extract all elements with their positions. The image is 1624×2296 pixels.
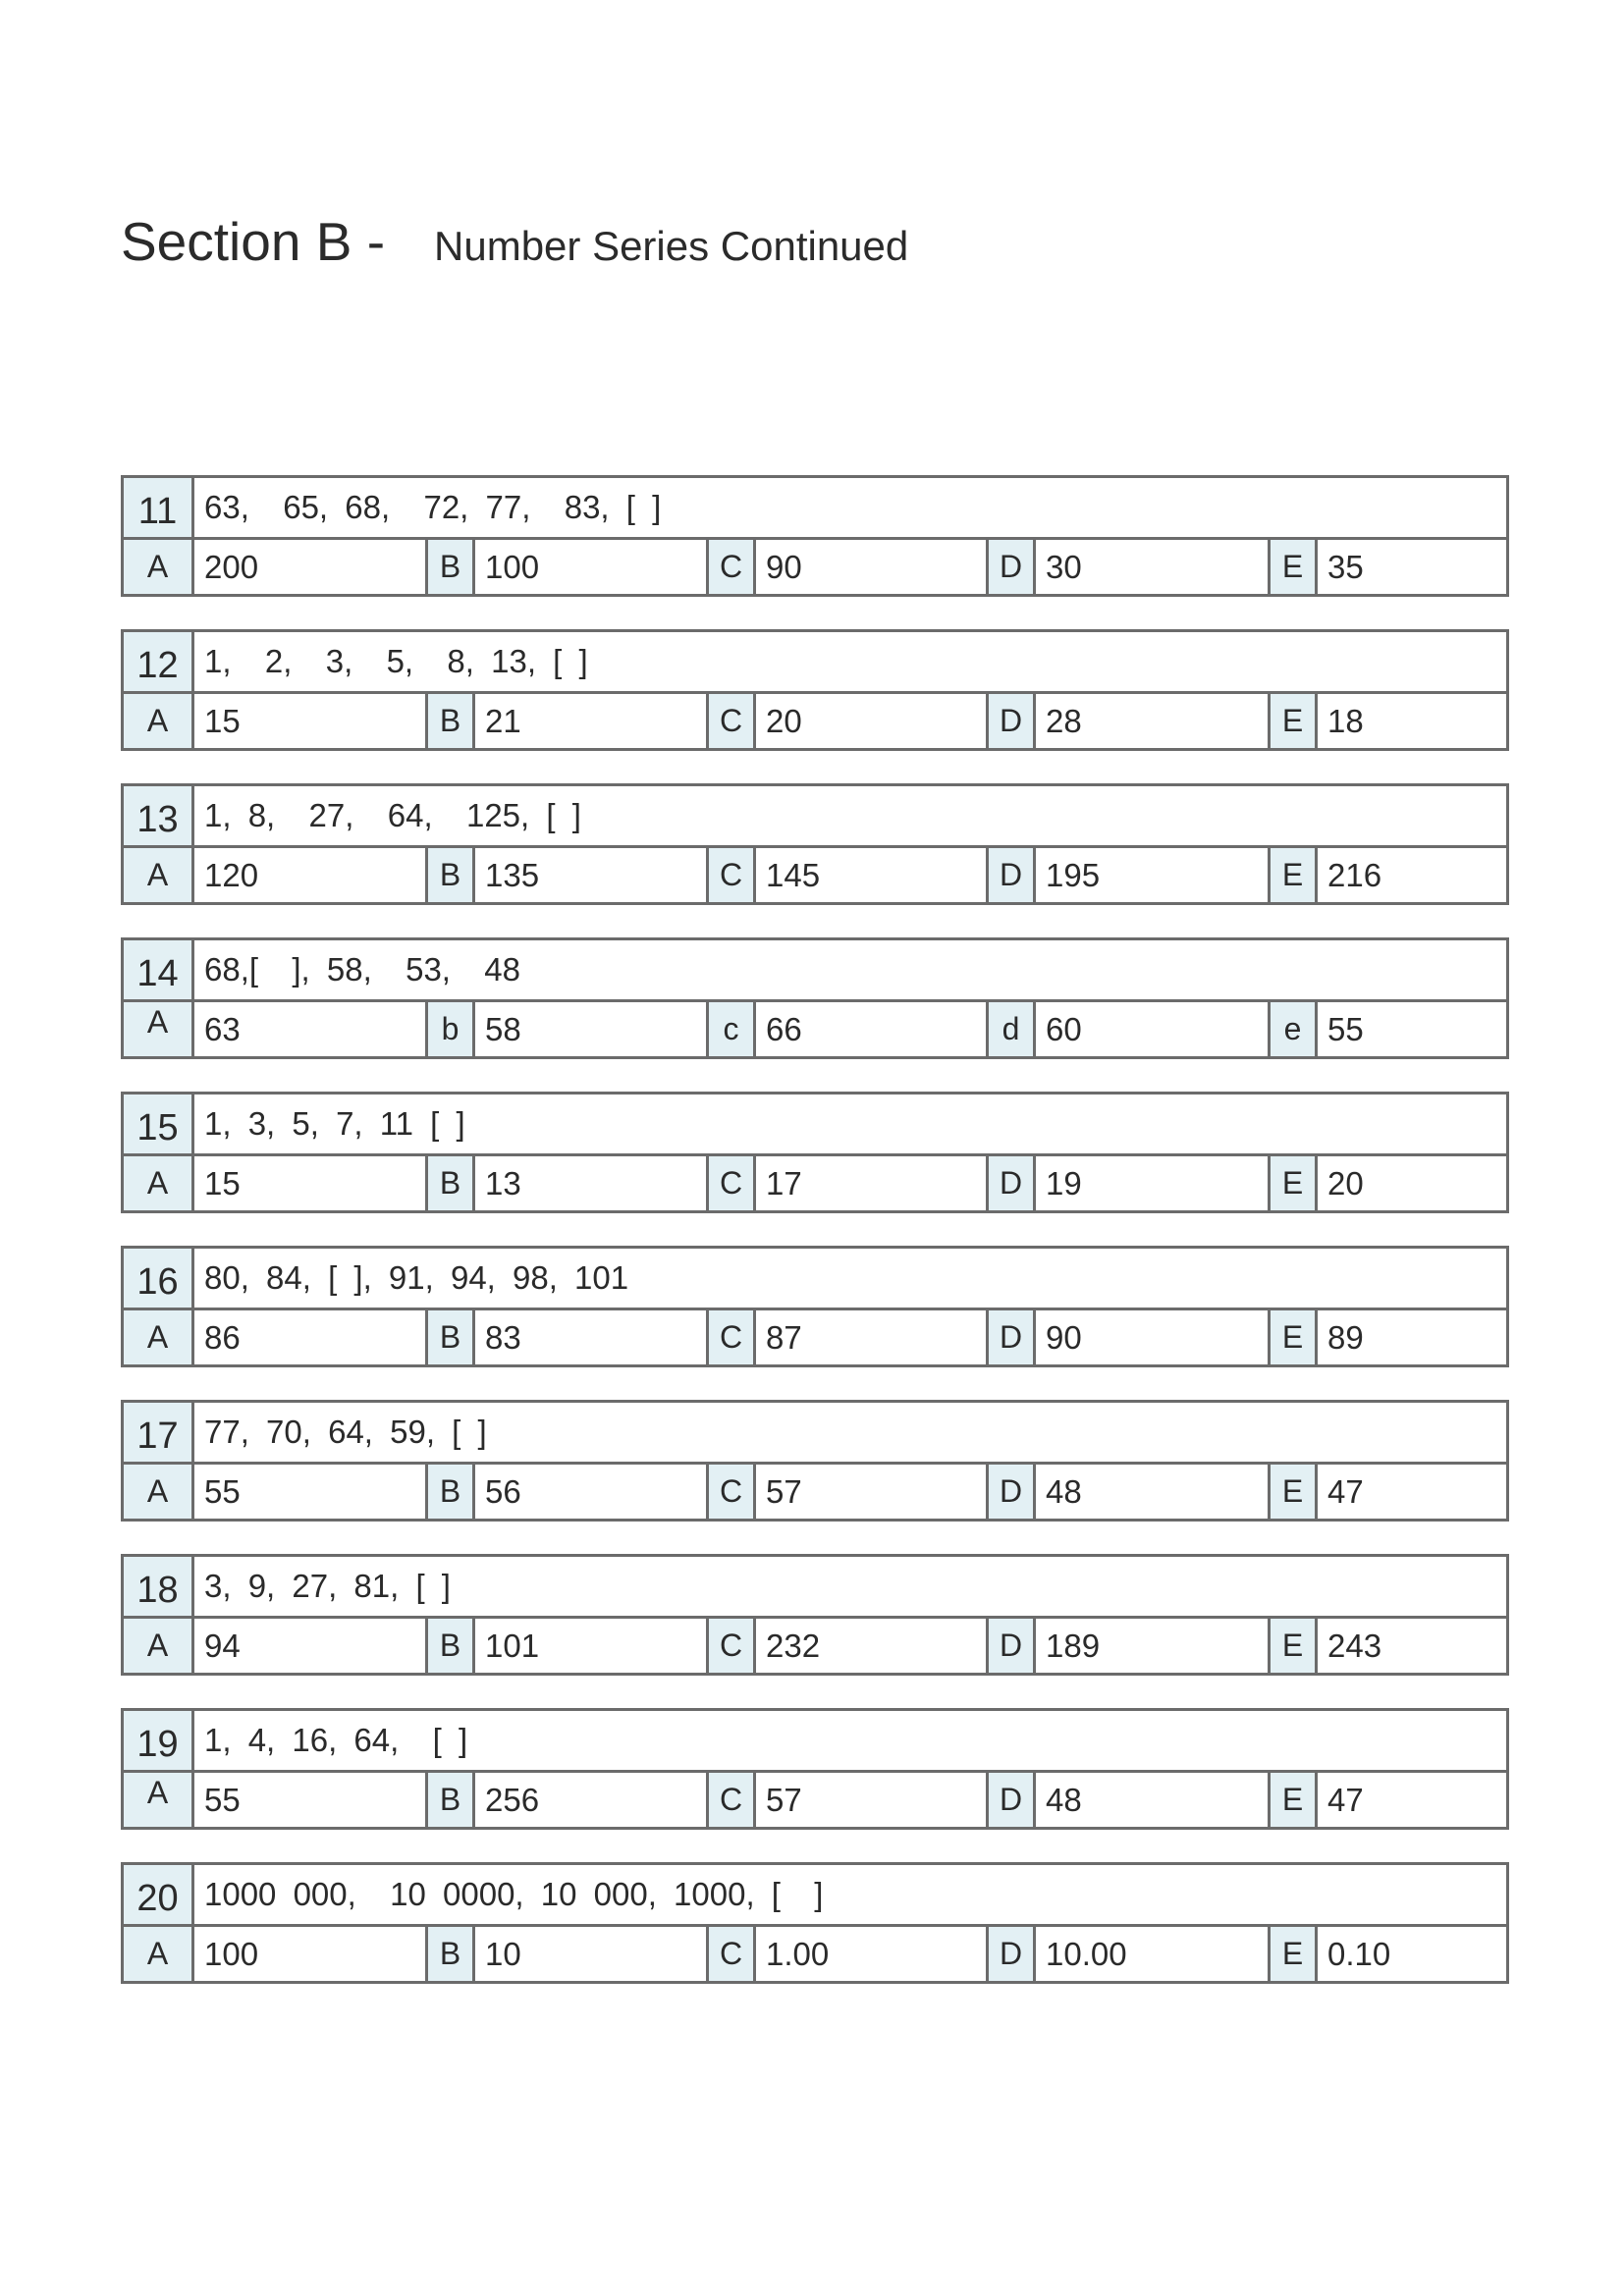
answer-option[interactable] [709,1465,989,1519]
answer-options-row [124,1927,1506,1981]
answer-options-row [124,694,1506,748]
answer-option[interactable] [989,1927,1271,1981]
option-letter: C [709,848,756,902]
question-block [121,1554,1509,1676]
option-value: 216 [1327,856,1382,893]
answer-option[interactable] [1271,1465,1506,1519]
option-letter: A [124,540,194,594]
answer-options-row [124,1002,1506,1056]
option-value: 101 [475,1619,709,1673]
option-value: 89 [1327,1318,1364,1356]
number-series: 63, 65, 68, 72, 77, 83, [ ] [204,489,662,525]
option-letter: C [709,1465,756,1519]
answer-option[interactable] [709,848,989,902]
question-row [124,632,1506,694]
option-letter: B [428,1465,475,1519]
question-block [121,1862,1509,1984]
answer-option[interactable] [428,1619,709,1673]
option-letter: E [1271,1156,1318,1210]
answer-option[interactable] [709,694,989,748]
question-number: 20 [124,1865,194,1924]
option-value: 58 [475,1002,709,1056]
option-value: 1.00 [756,1927,989,1981]
option-value: 57 [756,1465,989,1519]
answer-option[interactable] [124,848,428,902]
question-number: 13 [124,786,194,845]
question-block [121,1246,1509,1367]
answer-option[interactable] [1271,1310,1506,1364]
option-value: 232 [756,1619,989,1673]
option-value: 10 [475,1927,709,1981]
answer-option[interactable] [1271,694,1506,748]
option-letter: E [1271,1465,1318,1519]
question-number: 19 [124,1711,194,1770]
option-value: 47 [1327,1781,1364,1818]
answer-option[interactable] [989,848,1271,902]
answer-option[interactable] [709,1927,989,1981]
question-row [124,1711,1506,1773]
question-block [121,629,1509,751]
option-letter: A [124,1310,194,1364]
question-block [121,937,1509,1059]
option-letter: B [428,848,475,902]
answer-option[interactable] [989,1156,1271,1210]
question-number: 12 [124,632,194,691]
answer-option[interactable] [124,1002,428,1056]
option-value: 21 [475,694,709,748]
answer-option[interactable] [1271,848,1506,902]
question-row [124,1557,1506,1619]
option-letter: D [989,540,1036,594]
option-letter: A [124,1465,194,1519]
answer-options-row [124,848,1506,902]
option-value: 35 [1327,548,1364,585]
answer-option[interactable] [428,540,709,594]
answer-option[interactable] [1271,1002,1506,1056]
option-value: 13 [475,1156,709,1210]
option-value: 20 [756,694,989,748]
answer-option[interactable] [124,1465,428,1519]
option-letter: D [989,1619,1036,1673]
option-letter: B [428,1619,475,1673]
option-value: 87 [756,1310,989,1364]
option-value: 55 [194,1773,428,1827]
answer-option[interactable] [989,1465,1271,1519]
option-letter: E [1271,1619,1318,1673]
number-series: 1, 2, 3, 5, 8, 13, [ ] [204,643,588,679]
option-value: 48 [1036,1465,1271,1519]
option-value: 189 [1036,1619,1271,1673]
answer-option[interactable] [989,1773,1271,1827]
answer-options-row [124,1773,1506,1827]
option-letter: B [428,1927,475,1981]
option-letter: D [989,694,1036,748]
option-value: 19 [1036,1156,1271,1210]
answer-options-row [124,1619,1506,1673]
option-letter: C [709,540,756,594]
option-letter: B [428,1773,475,1827]
option-letter: A [124,694,194,748]
option-value: 28 [1036,694,1271,748]
option-value: 20 [1327,1164,1364,1201]
option-value: 94 [194,1619,428,1673]
question-number: 14 [124,940,194,999]
answer-option[interactable] [428,1310,709,1364]
option-value: 100 [475,540,709,594]
option-value: 90 [756,540,989,594]
option-letter: E [1271,694,1318,748]
option-value: 66 [756,1002,989,1056]
question-block [121,1708,1509,1830]
option-letter: D [989,848,1036,902]
option-value: 56 [475,1465,709,1519]
option-value: 15 [194,694,428,748]
option-letter: D [989,1927,1036,1981]
question-block [121,475,1509,597]
option-letter: A [124,1002,194,1056]
answer-option[interactable] [124,1619,428,1673]
number-series: 80, 84, [ ], 91, 94, 98, 101 [204,1259,629,1296]
option-value: 200 [194,540,428,594]
option-value: 55 [194,1465,428,1519]
option-value: 0.10 [1327,1935,1391,1972]
option-value: 100 [194,1927,428,1981]
answer-option[interactable] [709,1310,989,1364]
option-value: 57 [756,1773,989,1827]
section-subtitle: Number Series Continued [434,223,909,269]
option-value: 15 [194,1156,428,1210]
option-value: 195 [1036,848,1271,902]
option-value: 120 [194,848,428,902]
question-number: 17 [124,1403,194,1462]
option-value: 243 [1327,1627,1382,1664]
option-value: 86 [194,1310,428,1364]
option-letter: c [709,1002,756,1056]
option-value: 90 [1036,1310,1271,1364]
option-value: 17 [756,1156,989,1210]
question-row [124,1095,1506,1156]
question-row [124,786,1506,848]
option-letter: e [1271,1002,1318,1056]
answer-option[interactable] [989,1619,1271,1673]
number-series: 68,[ ], 58, 53, 48 [204,951,521,988]
option-letter: B [428,1310,475,1364]
question-row [124,1865,1506,1927]
option-letter: A [124,1773,194,1827]
answer-option[interactable] [124,694,428,748]
question-list [121,475,1509,2016]
number-series: 3, 9, 27, 81, [ ] [204,1568,451,1604]
option-letter: C [709,1310,756,1364]
answer-option[interactable] [1271,1619,1506,1673]
section-label: Section B - [121,211,386,272]
answer-option[interactable] [124,1927,428,1981]
option-letter: E [1271,1927,1318,1981]
option-letter: A [124,1927,194,1981]
question-row [124,1249,1506,1310]
answer-option[interactable] [1271,540,1506,594]
option-value: 145 [756,848,989,902]
page-header [121,210,908,279]
option-letter: C [709,694,756,748]
option-letter: C [709,1156,756,1210]
option-letter: D [989,1773,1036,1827]
answer-option[interactable] [124,540,428,594]
question-number: 18 [124,1557,194,1616]
option-letter: C [709,1619,756,1673]
answer-option[interactable] [428,1465,709,1519]
option-value: 60 [1036,1002,1271,1056]
answer-option[interactable] [124,1156,428,1210]
option-letter: D [989,1156,1036,1210]
answer-option[interactable] [709,540,989,594]
number-series: 1000 000, 10 0000, 10 000, 1000, [ ] [204,1876,824,1912]
answer-option[interactable] [709,1002,989,1056]
question-number: 11 [124,478,194,537]
question-block [121,783,1509,905]
answer-option[interactable] [989,694,1271,748]
answer-option[interactable] [428,1927,709,1981]
number-series: 1, 8, 27, 64, 125, [ ] [204,797,581,833]
option-letter: B [428,694,475,748]
option-value: 47 [1327,1472,1364,1510]
option-letter: B [428,1156,475,1210]
answer-option[interactable] [709,1619,989,1673]
answer-options-row [124,1465,1506,1519]
answer-option[interactable] [428,1773,709,1827]
option-letter: D [989,1465,1036,1519]
option-value: 55 [1327,1010,1364,1047]
answer-option[interactable] [989,1002,1271,1056]
option-value: 30 [1036,540,1271,594]
answer-option[interactable] [124,1310,428,1364]
option-value: 48 [1036,1773,1271,1827]
option-letter: E [1271,848,1318,902]
option-letter: A [124,1619,194,1673]
answer-option[interactable] [989,1310,1271,1364]
answer-option[interactable] [1271,1927,1506,1981]
option-letter: A [124,1156,194,1210]
option-value: 135 [475,848,709,902]
answer-options-row [124,540,1506,594]
option-letter: b [428,1002,475,1056]
question-number: 16 [124,1249,194,1308]
option-letter: E [1271,1310,1318,1364]
answer-option[interactable] [124,1773,428,1827]
answer-option[interactable] [428,1156,709,1210]
option-letter: A [124,848,194,902]
option-letter: D [989,1310,1036,1364]
question-block [121,1092,1509,1213]
question-row [124,1403,1506,1465]
option-value: 10.00 [1036,1927,1271,1981]
question-row [124,478,1506,540]
question-number: 15 [124,1095,194,1153]
answer-options-row [124,1310,1506,1364]
answer-option[interactable] [989,540,1271,594]
number-series: 77, 70, 64, 59, [ ] [204,1414,487,1450]
answer-option[interactable] [1271,1156,1506,1210]
option-letter: E [1271,540,1318,594]
number-series: 1, 3, 5, 7, 11 [ ] [204,1105,465,1142]
answer-option[interactable] [709,1773,989,1827]
question-block [121,1400,1509,1522]
option-value: 256 [475,1773,709,1827]
option-letter: B [428,540,475,594]
answer-option[interactable] [428,694,709,748]
answer-option[interactable] [1271,1773,1506,1827]
option-letter: C [709,1773,756,1827]
option-letter: d [989,1002,1036,1056]
answer-options-row [124,1156,1506,1210]
option-value: 63 [194,1002,428,1056]
answer-option[interactable] [428,848,709,902]
option-value: 83 [475,1310,709,1364]
answer-option[interactable] [709,1156,989,1210]
answer-option[interactable] [428,1002,709,1056]
number-series: 1, 4, 16, 64, [ ] [204,1722,468,1758]
option-letter: C [709,1927,756,1981]
question-row [124,940,1506,1002]
option-value: 18 [1327,702,1364,739]
option-letter: E [1271,1773,1318,1827]
